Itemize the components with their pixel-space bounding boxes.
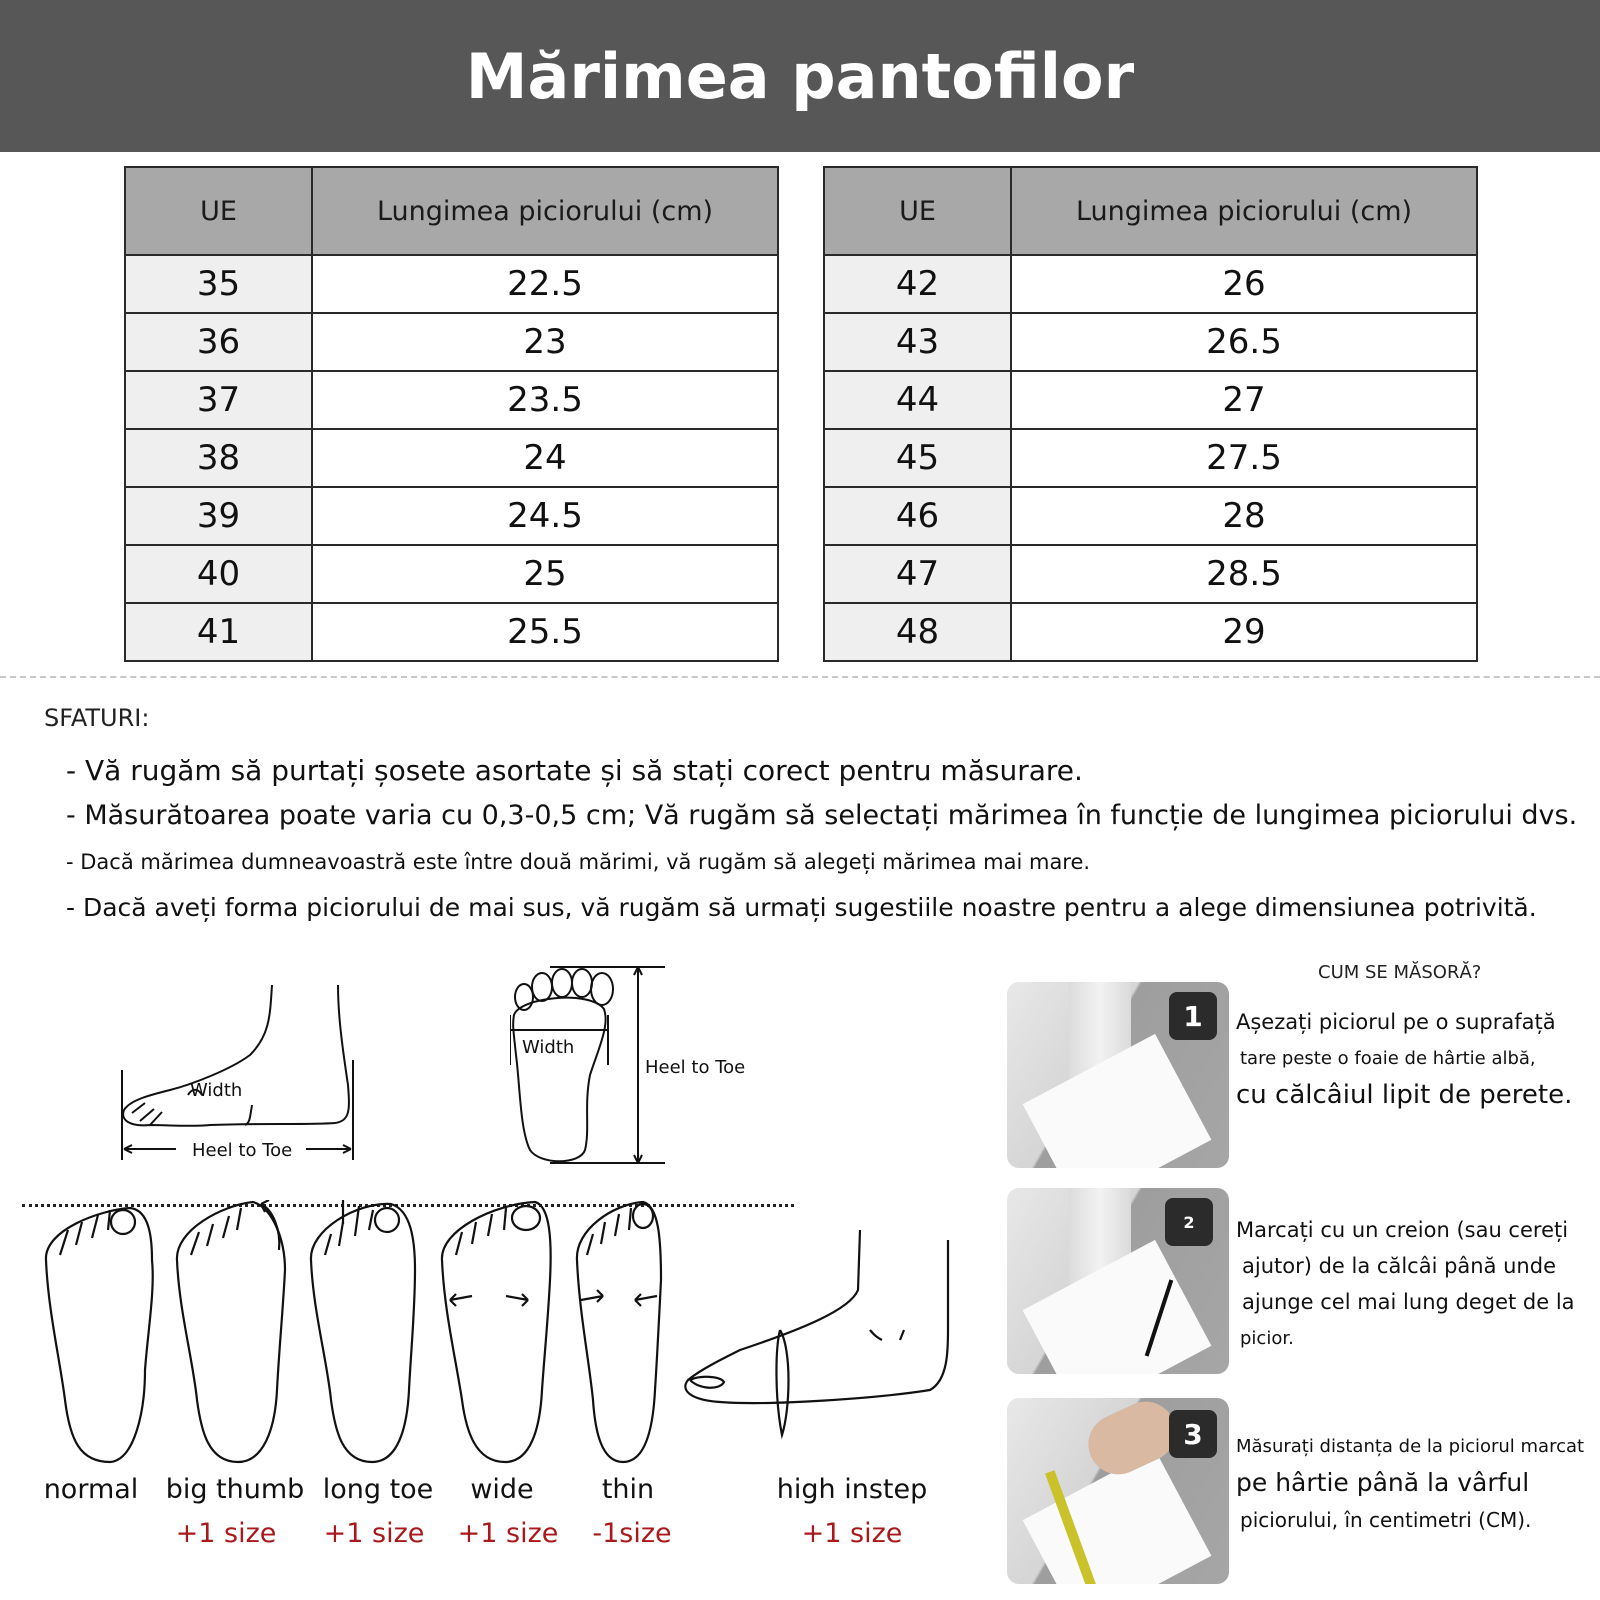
- eu-size-cell: 35: [125, 255, 312, 313]
- table-row: [125, 603, 778, 661]
- table-row: [824, 429, 1477, 487]
- eu-size-cell: 37: [125, 371, 312, 429]
- eu-size-cell: 38: [125, 429, 312, 487]
- table-row: [824, 487, 1477, 545]
- section-divider: [0, 676, 1600, 678]
- step-2-line: ajunge cel mai lung deget de la: [1242, 1290, 1575, 1314]
- size-table-left: [124, 166, 779, 662]
- step-2-line: ajutor) de la călcâi până unde: [1242, 1254, 1556, 1278]
- eu-size-cell: 42: [824, 255, 1011, 313]
- step-2-line: Marcați cu un creion (sau cereți: [1236, 1218, 1569, 1242]
- step-number-badge: 2: [1165, 1198, 1213, 1246]
- tip-item: - Dacă mărimea dumneavoastră este între două mărimi, vă rugăm să alegeți mărimea mai mare.: [66, 850, 1091, 874]
- eu-size-cell: 45: [824, 429, 1011, 487]
- foot-type-label-thin: thin: [601, 1474, 655, 1505]
- foot-type-label-long-toe: long toe: [322, 1474, 434, 1505]
- long-toe-foot-icon: [311, 1200, 415, 1462]
- table-row: [824, 313, 1477, 371]
- size-adjustment-long-toe: +1 size: [323, 1518, 425, 1549]
- wide-foot-icon: [442, 1202, 551, 1462]
- foot-length-cell: 22.5: [312, 255, 778, 313]
- eu-size-cell: 46: [824, 487, 1011, 545]
- page-title: Mărimea pantofilor: [465, 39, 1135, 113]
- eu-size-cell: 39: [125, 487, 312, 545]
- table-row: [824, 603, 1477, 661]
- foot-length-cell: 25: [312, 545, 778, 603]
- foot-length-cell: 26.5: [1011, 313, 1477, 371]
- foot-types-drawings: [40, 1200, 970, 1470]
- foot-length-cell: 27: [1011, 371, 1477, 429]
- step-1-line: tare peste o foaie de hârtie albă,: [1240, 1048, 1536, 1069]
- eu-size-cell: 43: [824, 313, 1011, 371]
- step-number-badge: 3: [1169, 1410, 1217, 1458]
- foot-type-label-wide: wide: [470, 1474, 534, 1505]
- step-number-badge: 1: [1169, 992, 1217, 1040]
- eu-size-cell: 47: [824, 545, 1011, 603]
- tips-title: SFATURI:: [44, 704, 150, 732]
- tip-item: - Măsurătoarea poate varia cu 0,3-0,5 cm; Vă rugăm să selectați mărimea în funcție de lungimea piciorului dvs.: [66, 800, 1578, 831]
- table-row: [125, 371, 778, 429]
- table-row: [125, 313, 778, 371]
- step-1-line: Așezați piciorul pe o suprafață: [1236, 1010, 1556, 1034]
- foot-length-cell: 28: [1011, 487, 1477, 545]
- foot-type-label-high-instep: high instep: [776, 1474, 928, 1505]
- size-adjustment-big-thumb: +1 size: [175, 1518, 277, 1549]
- size-table-right: [823, 166, 1478, 662]
- size-adjustment-thin: -1size: [592, 1518, 672, 1549]
- foot-length-cell: 28.5: [1011, 545, 1477, 603]
- width-label: Width: [190, 1080, 243, 1101]
- table-row: [824, 255, 1477, 313]
- table-row: [125, 429, 778, 487]
- foot-length-cell: 23: [312, 313, 778, 371]
- foot-length-cell: 24: [312, 429, 778, 487]
- table-header-row: [125, 167, 778, 255]
- top-foot-icon: [510, 965, 770, 1165]
- size-adjustment-wide: +1 size: [457, 1518, 559, 1549]
- eu-size-cell: 36: [125, 313, 312, 371]
- length-label: Heel to Toe: [645, 1057, 746, 1078]
- step-3-line: piciorului, în centimetri (CM).: [1240, 1508, 1532, 1532]
- table-header-row: [824, 167, 1477, 255]
- thin-foot-icon: [577, 1202, 661, 1462]
- length-label: Heel to Toe: [192, 1140, 293, 1161]
- high-instep-foot-icon: [685, 1230, 948, 1435]
- side-view-foot-diagram: [110, 975, 370, 1165]
- eu-size-cell: 44: [824, 371, 1011, 429]
- table-row: [125, 255, 778, 313]
- eu-size-cell: 48: [824, 603, 1011, 661]
- page-header: [0, 0, 1600, 152]
- column-header-length: Lungimea piciorului (cm): [1011, 167, 1477, 255]
- foot-length-cell: 27.5: [1011, 429, 1477, 487]
- step-3-line: pe hârtie până la vârful: [1236, 1468, 1530, 1497]
- foot-length-cell: 26: [1011, 255, 1477, 313]
- foot-length-cell: 24.5: [312, 487, 778, 545]
- tip-item: - Vă rugăm să purtați șosete asortate și să stați corect pentru măsurare.: [66, 754, 1083, 787]
- table-row: [824, 545, 1477, 603]
- width-label: Width: [522, 1037, 575, 1058]
- step-3-line: Măsurați distanța de la piciorul marcat: [1236, 1436, 1585, 1457]
- how-to-measure-title: CUM SE MĂSORĂ?: [1318, 962, 1482, 983]
- eu-size-cell: 40: [125, 545, 312, 603]
- step-2-line: picior.: [1240, 1328, 1294, 1349]
- column-header-eu: UE: [824, 167, 1011, 255]
- step-3-photo: [1007, 1398, 1229, 1584]
- eu-size-cell: 41: [125, 603, 312, 661]
- step-1-photo: [1007, 982, 1229, 1168]
- step-1-line: cu călcâiul lipit de perete.: [1236, 1080, 1573, 1110]
- normal-foot-icon: [46, 1208, 153, 1462]
- foot-length-cell: 29: [1011, 603, 1477, 661]
- foot-length-cell: 25.5: [312, 603, 778, 661]
- foot-length-cell: 23.5: [312, 371, 778, 429]
- foot-type-label-normal: normal: [43, 1474, 139, 1505]
- table-row: [125, 545, 778, 603]
- column-header-eu: UE: [125, 167, 312, 255]
- size-adjustment-high-instep: +1 size: [801, 1518, 903, 1549]
- table-row: [824, 371, 1477, 429]
- foot-type-label-big-thumb: big thumb: [165, 1474, 305, 1505]
- big-thumb-foot-icon: [177, 1200, 285, 1462]
- step-2-photo: [1007, 1188, 1229, 1374]
- side-foot-icon: [110, 975, 370, 1165]
- top-view-foot-diagram: [510, 965, 770, 1165]
- table-row: [125, 487, 778, 545]
- column-header-length: Lungimea piciorului (cm): [312, 167, 778, 255]
- tip-item: - Dacă aveți forma piciorului de mai sus, vă rugăm să urmați sugestiile noastre pentru a alege dimensiunea potrivită.: [66, 893, 1537, 922]
